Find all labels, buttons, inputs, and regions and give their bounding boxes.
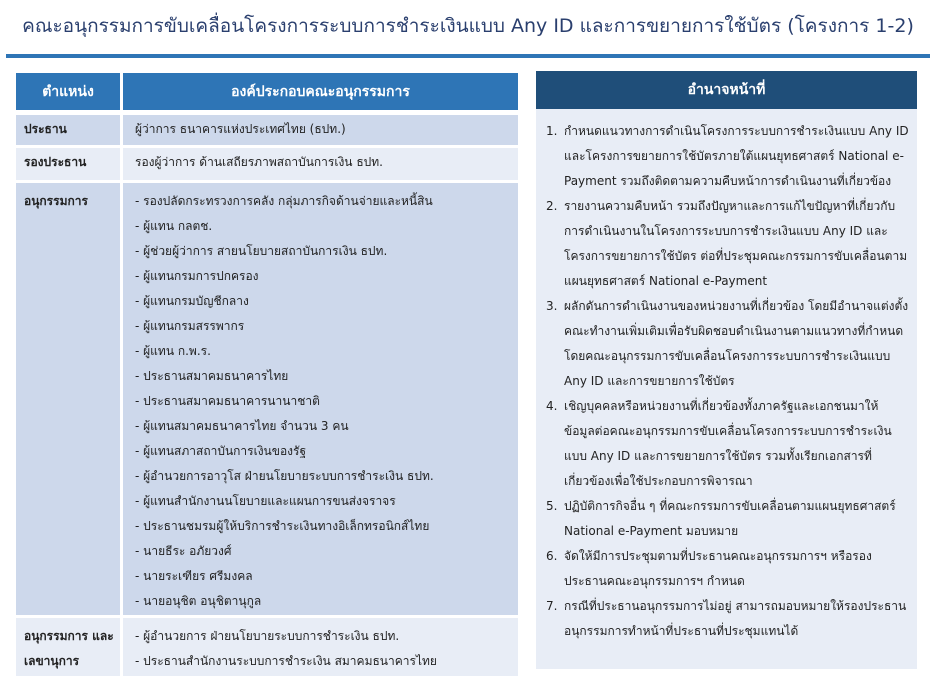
position-cell: ประธาน: [16, 115, 120, 145]
member-item: - ผู้แทนกรมการปกครอง: [135, 269, 259, 283]
members-cell: [123, 183, 518, 615]
table-header: [16, 73, 518, 110]
duty-number: 4.: [546, 399, 558, 413]
member-item: - ผู้แทนสภาสถาบันการเงินของรัฐ: [135, 444, 307, 458]
member-item: ผู้ว่าการ ธนาคารแห่งประเทศไทย (ธปท.): [135, 122, 346, 136]
member-item: - ผู้แทนสมาคมธนาคารไทย จำนวน 3 คน: [135, 419, 349, 433]
duty-number: 1.: [546, 124, 558, 138]
member-item: - ผู้อำนวยการอาวุโส ฝ่ายนโยบายระบบการชำระเงิน ธปท.: [135, 469, 434, 483]
duty-number: 7.: [546, 599, 558, 613]
duty-text: เชิญบุคคลหรือหน่วยงานที่เกี่ยวข้องทั้งภาครัฐและเอกชนมาให้ข้อมูลต่อคณะอนุกรรมการขับเคลื่อนโครงการระบบการชำระเงินแบบ Any ID และการขยายการใช้บัตร รวมทั้งเรียกเอกสารที่เกี่ยวข้องเพื่อใช้ประกอบการพิจารณา: [564, 399, 892, 488]
member-item: - ประธานสำนักงานระบบการชำระเงิน สมาคมธนาคารไทย: [135, 654, 437, 668]
duty-item: [546, 119, 909, 194]
table-row-chair: [16, 115, 518, 145]
table-row-secretary: [16, 618, 518, 676]
table-row-vice-chair: [16, 148, 518, 180]
member-item: - ประธานสมาคมธนาคารไทย: [135, 369, 289, 383]
member-item: - นายอนุชิต อนุชิตานุกูล: [135, 594, 262, 608]
duties-heading: อำนาจหน้าที่: [536, 71, 917, 109]
members-cell: [123, 115, 518, 145]
duty-text: รายงานความคืบหน้า รวมถึงปัญหาและการแก้ไขปัญหาที่เกี่ยวกับการดำเนินงานในโครงการระบบการชำระเงินแบบ Any ID และโครงการขยายการใช้บัตร ต่อที่ประชุมคณะกรรมการขับเคลื่อนตามแผนยุทธศาสตร์ National e-Payment: [564, 199, 908, 288]
member-item: - นายธีระ อภัยวงศ์: [135, 544, 232, 558]
duty-item: [546, 544, 909, 594]
member-item: - ผู้ช่วยผู้ว่าการ สายนโยบายสถาบันการเงิน ธปท.: [135, 244, 388, 258]
duties-panel: [536, 71, 917, 669]
header-composition: องค์ประกอบคณะอนุกรรมการ: [123, 73, 518, 110]
header-position: ตำแหน่ง: [16, 73, 120, 110]
member-item: - รองปลัดกระทรวงการคลัง กลุ่มภารกิจด้านจ่ายและหนี้สิน: [135, 194, 433, 208]
member-item: รองผู้ว่าการ ด้านเสถียรภาพสถาบันการเงิน ธปท.: [135, 155, 383, 169]
title-divider: [6, 54, 930, 58]
duty-item: [546, 394, 909, 494]
member-item: - ประธานสมาคมธนาคารนานาชาติ: [135, 394, 320, 408]
member-item: - นายระเฑียร ศรีมงคล: [135, 569, 253, 583]
duty-item: [546, 294, 909, 394]
duty-item: [546, 194, 909, 294]
member-item: - ผู้แทนกรมบัญชีกลาง: [135, 294, 249, 308]
page-title: คณะอนุกรรมการขับเคลื่อนโครงการระบบการชำระเงินแบบ Any ID และการขยายการใช้บัตร (โครงการ 1-2): [22, 15, 914, 37]
duty-text: ผลักดันการดำเนินงานของหน่วยงานที่เกี่ยวข้อง โดยมีอำนาจแต่งตั้งคณะทำงานเพิ่มเติมเพื่อรับผิดชอบดำเนินงานตามแนวทางที่กำหนดโดยคณะอนุกรรมการขับเคลื่อนโครงการระบบการชำระเงินแบบ Any ID และการขยายการใช้บัตร: [564, 299, 909, 388]
duty-item: [546, 494, 909, 544]
member-item: - ผู้แทน ก.พ.ร.: [135, 344, 211, 358]
duty-number: 6.: [546, 549, 558, 563]
duty-number: 5.: [546, 499, 558, 513]
member-item: - ผู้อำนวยการ ฝ่ายนโยบายระบบการชำระเงิน ธปท.: [135, 629, 400, 643]
duty-text: กำหนดแนวทางการดำเนินโครงการระบบการชำระเงินแบบ Any ID และโครงการขยายการใช้บัตรภายใต้แผนยุทธศาสตร์ National e-Payment รวมถึงติดตามความคืบหน้าการดำเนินงานที่เกี่ยวข้อง: [564, 124, 909, 188]
duty-number: 2.: [546, 199, 558, 213]
duty-text: จัดให้มีการประชุมตามที่ประธานคณะอนุกรรมการฯ หรือรองประธานคณะอนุกรรมการฯ กำหนด: [564, 549, 872, 588]
duty-text: กรณีที่ประธานอนุกรรมการไม่อยู่ สามารถมอบหมายให้รองประธานอนุกรรมการทำหน้าที่ประธานที่ประชุมแทนได้: [564, 599, 907, 638]
composition-table: [16, 73, 518, 676]
member-item: - ผู้แทนกรมสรรพากร: [135, 319, 245, 333]
members-cell: [123, 618, 518, 676]
position-cell: รองประธาน: [16, 148, 120, 180]
duty-number: 3.: [546, 299, 558, 313]
member-item: - ประธานชมรมผู้ให้บริการชำระเงินทางอิเล็กทรอนิกส์ไทย: [135, 519, 430, 533]
position-cell: อนุกรรมการ: [16, 183, 120, 615]
member-item: - ผู้แทนสำนักงานนโยบายและแผนการขนส่งจราจร: [135, 494, 396, 508]
table-row-subcommittee: [16, 183, 518, 615]
members-cell: [123, 148, 518, 180]
duty-item: [546, 594, 909, 644]
duties-list: [536, 109, 917, 644]
position-cell: อนุกรรมการ และเลขานุการ: [16, 618, 120, 676]
member-item: - ผู้แทน กลตช.: [135, 219, 213, 233]
duty-text: ปฏิบัติการกิจอื่น ๆ ที่คณะกรรมการขับเคลื่อนตามแผนยุทธศาสตร์ National e-Payment มอบหมาย: [564, 499, 896, 538]
